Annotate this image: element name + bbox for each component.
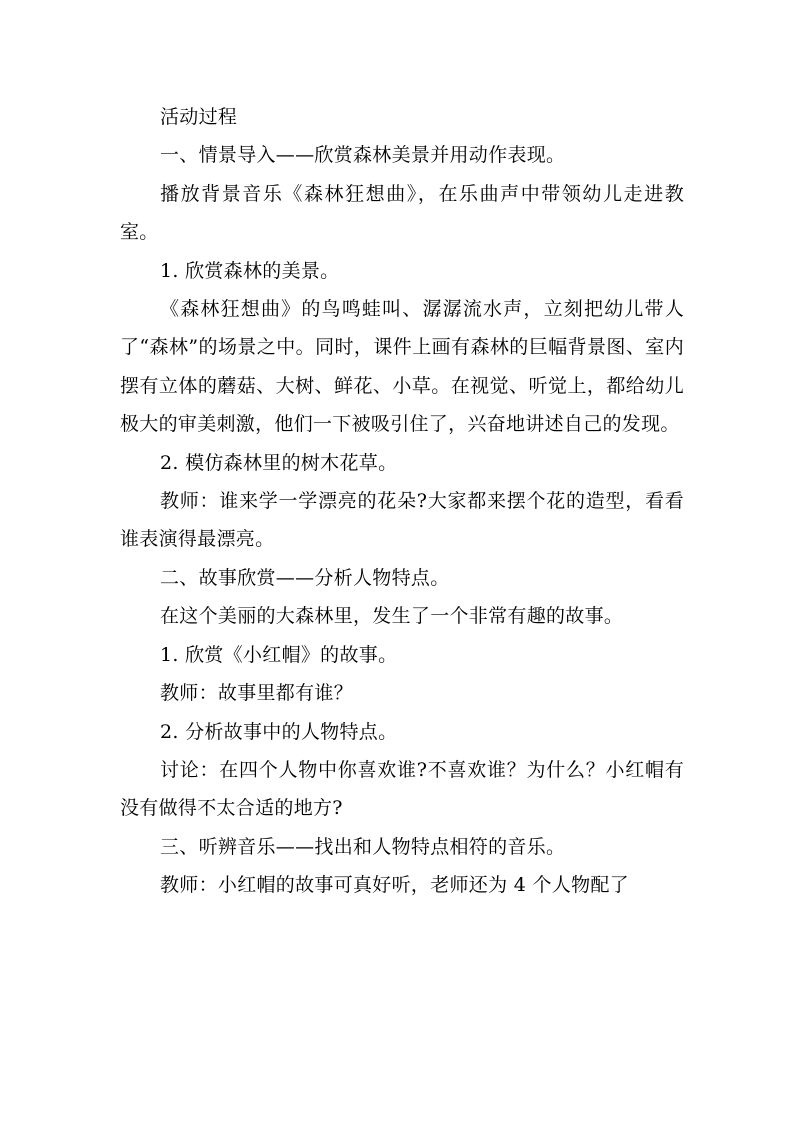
paragraph: 教师：小红帽的故事可真好听，老师还为 4 个人物配了 xyxy=(160,874,629,897)
section-heading: 一、情景导入——欣赏森林美景并用动作表现。 xyxy=(160,144,566,167)
document-body xyxy=(120,98,684,905)
section-heading: 三、听辨音乐——找出和人物特点相符的音乐。 xyxy=(160,835,566,858)
paragraph: 教师：故事里都有谁？ xyxy=(160,682,354,705)
paragraph: 教师：谁来学一学漂亮的花朵?大家都来摆个花的造型，看看谁表演得最漂亮。 xyxy=(120,490,684,551)
paragraph: 在这个美丽的大森林里，发生了一个非常有趣的故事。 xyxy=(160,605,624,628)
list-item: 2. 模仿森林里的树木花草。 xyxy=(160,451,398,474)
list-item: 1. 欣赏森林的美景。 xyxy=(160,259,340,282)
section-heading: 二、故事欣赏——分析人物特点。 xyxy=(160,566,450,589)
section-title: 活动过程 xyxy=(160,106,238,128)
paragraph: 讨论：在四个人物中你喜欢谁?不喜欢谁？为什么？小红帽有没有做得不太合适的地方? xyxy=(120,758,684,820)
paragraph: 播放背景音乐《森林狂想曲》，在乐曲声中带领幼儿走进教室。 xyxy=(120,182,684,244)
list-item: 1. 欣赏《小红帽》的故事。 xyxy=(160,643,398,666)
paragraph: 《森林狂想曲》的鸟鸣蛙叫、潺潺流水声，立刻把幼儿带人了“森林”的场景之中。同时，课件上画有森林的巨幅背景图、室内摆有立体的蘑菇、大树、鲜花、小草。在视觉、听觉上，都给幼儿极大的审美刺激，他们一下被吸引住了，兴奋地讲述自己的发现。 xyxy=(120,298,684,436)
list-item: 2. 分析故事中的人物特点。 xyxy=(160,720,398,743)
